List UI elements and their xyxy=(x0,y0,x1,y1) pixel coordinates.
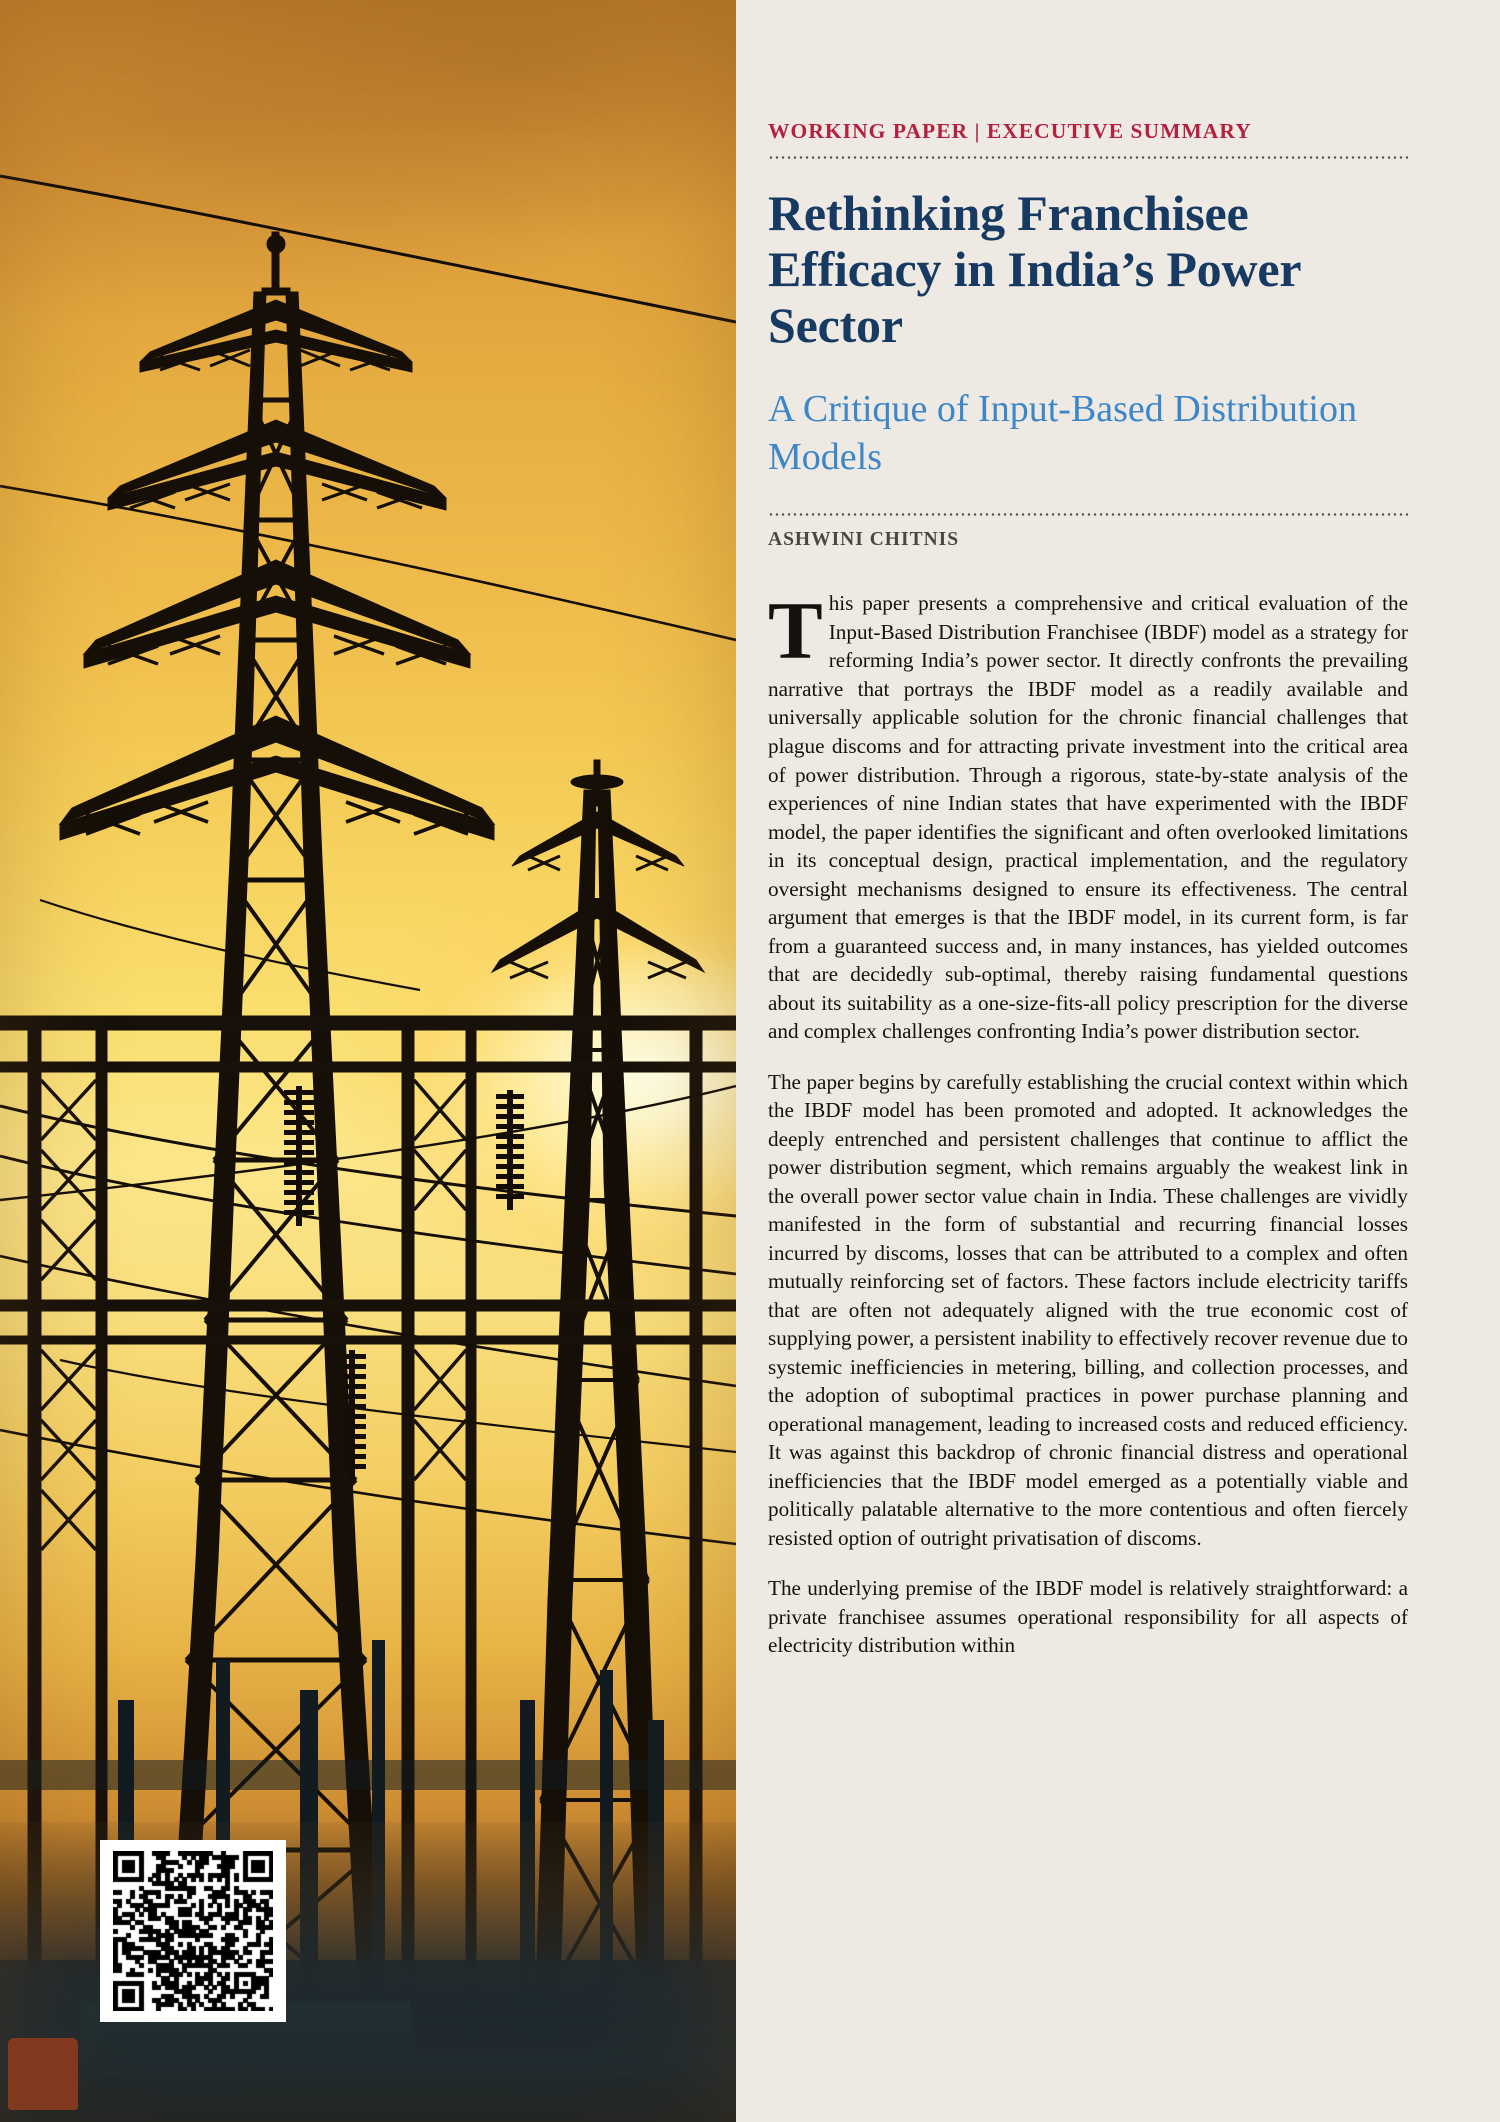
executive-summary-body xyxy=(768,585,1408,1660)
cover-text-panel xyxy=(736,0,1500,2122)
qr-code[interactable] xyxy=(100,1840,286,2022)
cover-photograph xyxy=(0,0,736,2122)
qr-code-canvas xyxy=(113,1851,273,2011)
body-paragraph-3: The underlying premise of the IBDF model is relatively straightforward: a private franchisee assumes operational responsibility for all aspects of electricity distribution within xyxy=(768,1576,1408,1658)
page-title: Rethinking Franchisee Efficacy in India’s Power Sector xyxy=(768,184,1301,353)
body-paragraph-1: This paper presents a comprehensive and critical evaluation of the Input-Based Distribution Franchisee (IBDF) model as a strategy for reforming India’s power sector. It directly confronts the prevailing narrative that portrays the IBDF model as a readily available and universally applicable solution for the chronic financial challenges that plague discoms and for attracting private investment into the critical area of power distribution. Through a rigorous, state-by-state analysis of the experiences of nine Indian states that have experimented with the IBDF model, the paper identifies the significant and often overlooked limitations in its conceptual design, practical implementation, and the regulatory oversight mechanisms designed to ensure its effectiveness. The central argument that emerges is that the IBDF model, in its current form, is far from a guaranteed success and, in many instances, has yielded outcomes that are decidedly sub-optimal, thereby raising fundamental questions about its suitability as a one-size-fits-all policy prescription for the diverse and complex challenges confronting India’s power distribution sector. xyxy=(768,585,1408,1044)
eyebrow-label: WORKING PAPER | EXECUTIVE SUMMARY xyxy=(768,119,1252,143)
author-byline: ASHWINI CHITNIS xyxy=(768,529,960,551)
dotted-divider-top xyxy=(768,156,1408,159)
body-paragraph-2: The paper begins by carefully establishing the crucial context within which the IBDF model has been promoted and adopted. It acknowledges the deeply entrenched and persistent challenges that continue to afflict the power distribution segment, which remains arguably the weakest link in the overall power sector value chain in India. These challenges are vividly manifested in the form of substantial and recurring financial losses incurred by discoms, losses that can be attributed to a complex and often mutually reinforcing set of factors. These factors include electricity tariffs that are often not adequately aligned with the true economic cost of supplying power, a persistent inability to effectively recover revenue due to systemic inefficiencies in metering, billing, and collection processes, and the adoption of suboptimal practices in power purchase planning and operational management, leading to increased costs and reduced efficiency. It was against this backdrop of chronic financial distress and operational inefficiencies that the IBDF model emerged as a potentially viable and politically palatable alternative to the more contentious and often fiercely resisted option of outright privatisation of discoms. xyxy=(768,1069,1408,1550)
page-subtitle: A Critique of Input-Based Distribution Models xyxy=(768,388,1357,479)
red-equipment-drum xyxy=(8,2038,78,2110)
dotted-divider-byline xyxy=(768,513,1408,516)
transmission-pylon-silhouettes xyxy=(0,0,736,2122)
